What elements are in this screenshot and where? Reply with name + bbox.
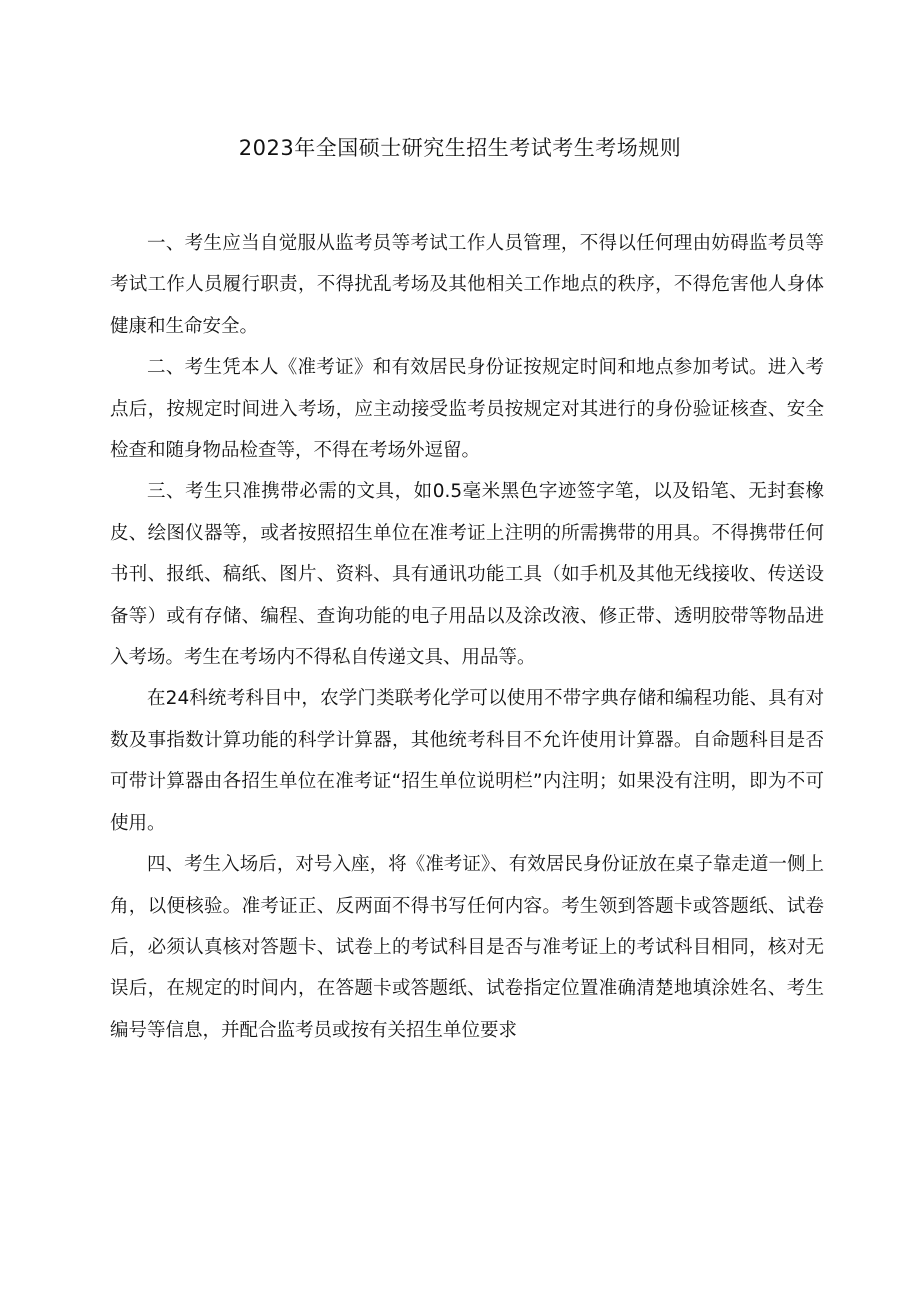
- paragraph-rule-4: 四、考生入场后，对号入座，将《准考证》、有效居民身份证放在桌子靠走道一侧上角，以便核验。准考证正、反两面不得书写任何内容。考生领到答题卡或答题纸、试卷后，必须认真核对答题卡、试卷上的考试科目是否与准考证上的考试科目相同，核对无误后，在规定的时间内，在答题卡或答题纸、试卷指定位置准确清楚地填涂姓名、考生编号等信息，并配合监考员或按有关招生单位要求: [110, 854, 824, 1041]
- paragraph-rule-1: 一、考生应当自觉服从监考员等考试工作人员管理，不得以任何理由妨碍监考员等考试工作人员履行职责，不得扰乱考场及其他相关工作地点的秩序，不得危害他人身体健康和生命安全。: [110, 233, 824, 337]
- paragraph-calculator-note: 在24科统考科目中，农学门类联考化学可以使用不带字典存储和编程功能、具有对数及事指数计算功能的科学计算器，其他统考科目不允许使用计算器。自命题科目是否可带计算器由各招生单位在准考证“招生单位说明栏”内注明；如果没有注明，即为不可使用。: [110, 688, 824, 834]
- document-title: 2023年全国硕士研究生招生考试考生考场规则: [238, 136, 682, 160]
- paragraph-rule-2: 二、考生凭本人《准考证》和有效居民身份证按规定时间和地点参加考试。进入考点后，按规定时间进入考场，应主动接受监考员按规定对其进行的身份验证核查、安全检查和随身物品检查等，不得在考场外逗留。: [110, 357, 824, 462]
- document-body: [110, 223, 824, 1051]
- paragraph-rule-3: 三、考生只准携带必需的文具，如0.5毫米黑色字迹签字笔，以及铅笔、无封套橡皮、绘图仪器等，或者按照招生单位在准考证上注明的所需携带的用具。不得携带任何书刊、报纸、稿纸、图片、资料、具有通讯功能工具（如手机及其他无线接收、传送设备等）或有存储、编程、查询功能的电子用品以及涂改液、修正带、透明胶带等物品进入考场。考生在考场内不得私自传递文具、用品等。: [110, 481, 824, 669]
